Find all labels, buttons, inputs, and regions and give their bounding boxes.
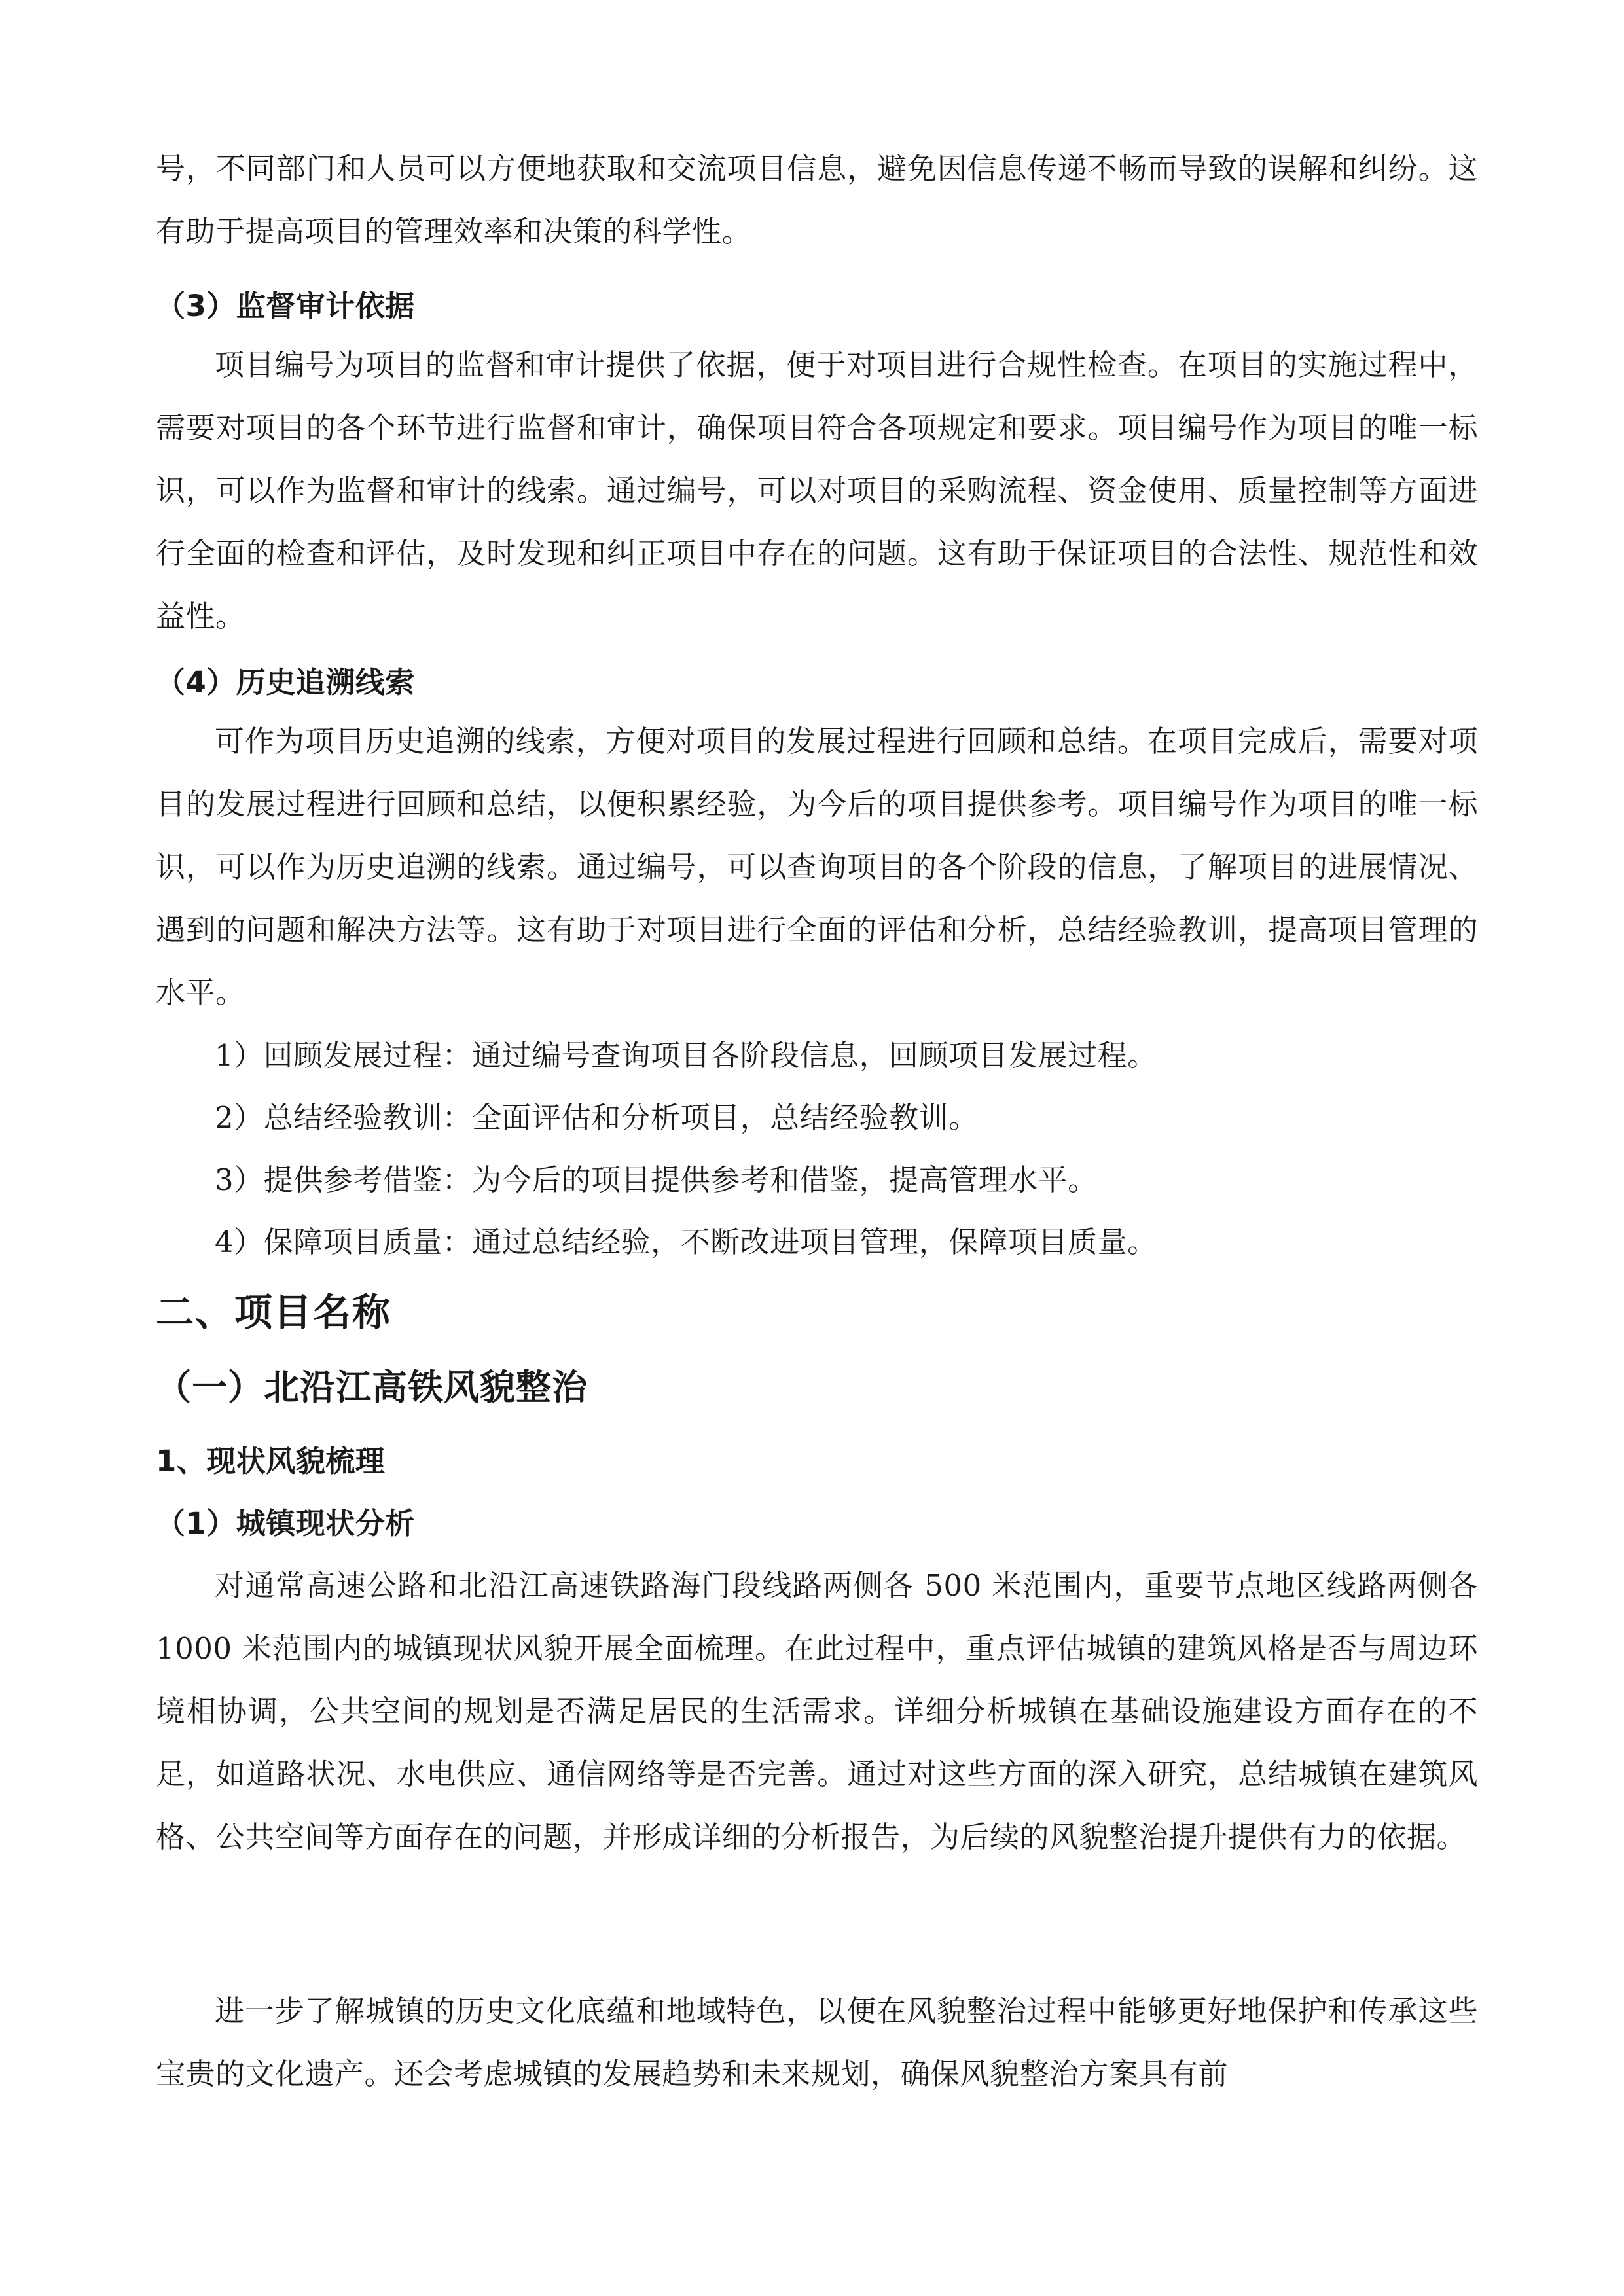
subsection-heading-railway-renovation: （一）北沿江高铁风貌整治 — [156, 1367, 588, 1408]
supervision-paragraph: 项目编号为项目的监督和审计提供了依据，便于对项目进行合规性检查。在项目的实施过程中，需要对项目的各个环节进行监督和审计，确保项目符合各项规定和要求。项目编号作为项目的唯一标识，可以作为监督和审计的线索。通过编号，可以对项目的采购流程、资金使用、质量控制等方面进行全面的检查和评估，及时发现和纠正项目中存在的问题。这有助于保证项目的合法性、规范性和效益性。 — [156, 348, 1478, 634]
heading-supervision-audit: （3）监督审计依据 — [156, 289, 415, 323]
heading-history-trace: （4）历史追溯线索 — [156, 665, 415, 700]
list-item: 3）提供参考借鉴：为今后的项目提供参考和借鉴，提高管理水平。 — [215, 1162, 1098, 1197]
town-analysis-paragraph: 对通常高速公路和北沿江高速铁路海门段线路两侧各 500 米范围内，重要节点地区线路两侧各 1000 米范围内的城镇现状风貌开展全面梳理。在此过程中，重点评估城镇的建筑风格是否与周边环境相协调，公共空间的规划是否满足居民的生活需求。详细分析城镇在基础设施建设方面存在的不足，如道路状况、水电供应、通信网络等是否完善。通过对这些方面的深入研究，总结城镇在建筑风格、公共空间等方面存在的问题，并形成详细的分析报告，为后续的风貌整治提升提供有力的依据。 — [156, 1568, 1478, 1854]
heading-town-analysis: （1）城镇现状分析 — [156, 1506, 415, 1541]
town-culture-paragraph: 进一步了解城镇的历史文化底蕴和地域特色，以便在风貌整治过程中能够更好地保护和传承这些宝贵的文化遗产。还会考虑城镇的发展趋势和未来规划，确保风貌整治方案具有前 — [156, 1994, 1478, 2091]
intro-paragraph: 号，不同部门和人员可以方便地获取和交流项目信息，避免因信息传递不畅而导致的误解和纠纷。这有助于提高项目的管理效率和决策的科学性。 — [156, 151, 1478, 249]
list-item: 1）回顾发展过程：通过编号查询项目各阶段信息，回顾项目发展过程。 — [215, 1038, 1157, 1073]
list-item: 4）保障项目质量：通过总结经验，不断改进项目管理，保障项目质量。 — [215, 1225, 1157, 1259]
heading-current-status: 1、现状风貌梳理 — [156, 1444, 386, 1479]
list-item: 2）总结经验教训：全面评估和分析项目，总结经验教训。 — [215, 1100, 979, 1135]
section-heading-project-name: 二、项目名称 — [156, 1290, 392, 1335]
history-paragraph: 可作为项目历史追溯的线索，方便对项目的发展过程进行回顾和总结。在项目完成后，需要对项目的发展过程进行回顾和总结，以便积累经验，为今后的项目提供参考。项目编号作为项目的唯一标识，可以作为历史追溯的线索。通过编号，可以查询项目的各个阶段的信息，了解项目的进展情况、遇到的问题和解决方法等。这有助于对项目进行全面的评估和分析，总结经验教训，提高项目管理的水平。 — [156, 724, 1478, 1010]
